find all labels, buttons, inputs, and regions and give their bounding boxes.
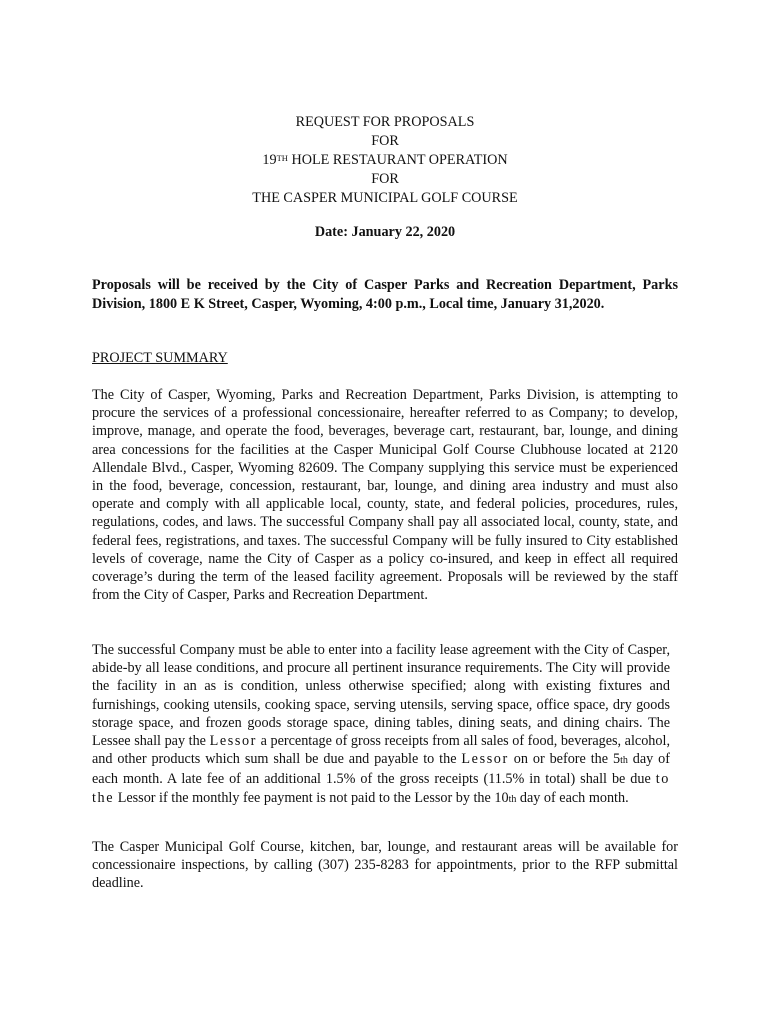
paragraph-2-part-4: day of each month. A late fee of an additional 1.5% of the gross receipts (11.5% in total) shall be due [92, 751, 670, 788]
document-title [0, 113, 770, 208]
paragraph-2-part-3: on or before the [508, 751, 613, 768]
paragraph-2-to-the: to the [92, 771, 670, 806]
title-line-4: FOR [371, 171, 399, 187]
paragraph-2-part-2: a percentage of gross receipts from all sales of food, beverages, alcohol, and other products which sum shall be due and payable to the [92, 733, 670, 768]
paragraph-2-day-1-suffix: th [620, 755, 628, 767]
paragraph-2-day-1-number: 5 [612, 751, 621, 768]
title-line-5: THE CASPER MUNICIPAL GOLF COURSE [252, 190, 518, 206]
paragraph-3: The Casper Municipal Golf Course, kitchen, bar, lounge, and restaurant areas will be available for concessionaire inspections, by calling (307) 235-8283 for appointments, prior to the RFP submittal deadline. [92, 839, 678, 892]
paragraph-2 [92, 641, 670, 809]
title-line-3-prefix: 19 [262, 152, 277, 168]
paragraph-2-lessor-1: Lessor [209, 733, 258, 750]
document-date: Date: January 22, 2020 [314, 224, 456, 240]
paragraph-2-part-5: Lessor if the monthly fee payment is not paid to the Lessor by the [114, 789, 495, 806]
paragraph-1: The City of Casper, Wyoming, Parks and Recreation Department, Parks Division, is attempting to procure the services of a professional concessionaire, hereafter referred to as Company; to develop, improve, manage, and operate the food, beverages, beverage cart, restaurant, bar, lounge, and dining area concessions for the facilities at the Casper Municipal Golf Course Clubhouse located at 2120 Allendale Blvd., Casper, Wyoming 82609. The Company supplying this service must be experienced in the food, beverage, concession, restaurant, bar, lounge, and dining area industry and must also operate and comply with all applicable local, county, state, and federal policies, procedures, rules, regulations, codes, and laws. The successful Company shall pay all associated local, county, state, and federal fees, registrations, and taxes. The successful Company will be fully insured to City established levels of coverage, name the City of Casper as a policy co-insured, and keep in effect all required coverage’s during the term of the leased facility agreement. Proposals will be reviewed by the staff from the City of Casper, Parks and Recreation Department. [92, 387, 678, 604]
paragraph-2-day-2-suffix: th [508, 793, 517, 805]
title-line-3 [0, 151, 770, 170]
section-heading-project-summary: PROJECT SUMMARY [92, 350, 228, 366]
title-line-3-superscript: TH [276, 153, 288, 163]
paragraph-2-day-2-number: 10 [494, 789, 509, 806]
paragraph-2-lessor-2: Lessor [461, 751, 509, 768]
title-line-3-rest: HOLE RESTAURANT OPERATION [287, 152, 508, 168]
paragraph-2-part-1: The successful Company must be able to enter into a facility lease agreement with the City of Casper, abide-by all lease conditions, and procure all pertinent insurance requirements. The City will provide the facility in an as is condition, unless otherwise specified; along with existing fixtures and furnishings, cooking utensils, cooking space, serving utensils, serving space, office space, dry goods storage space, and frozen goods storage space, dining tables, dining seats, and dining chairs. The Lessee shall pay the [92, 642, 670, 750]
submission-notice: Proposals will be received by the City of Casper Parks and Recreation Department, Parks Division, 1800 E K Street, Casper, Wyoming, 4:00 p.m., Local time, January 31,2020. [92, 277, 678, 312]
paragraph-2-part-6: day of each month. [516, 789, 629, 806]
title-line-2: FOR [371, 133, 399, 149]
title-line-1: REQUEST FOR PROPOSALS [295, 114, 475, 130]
